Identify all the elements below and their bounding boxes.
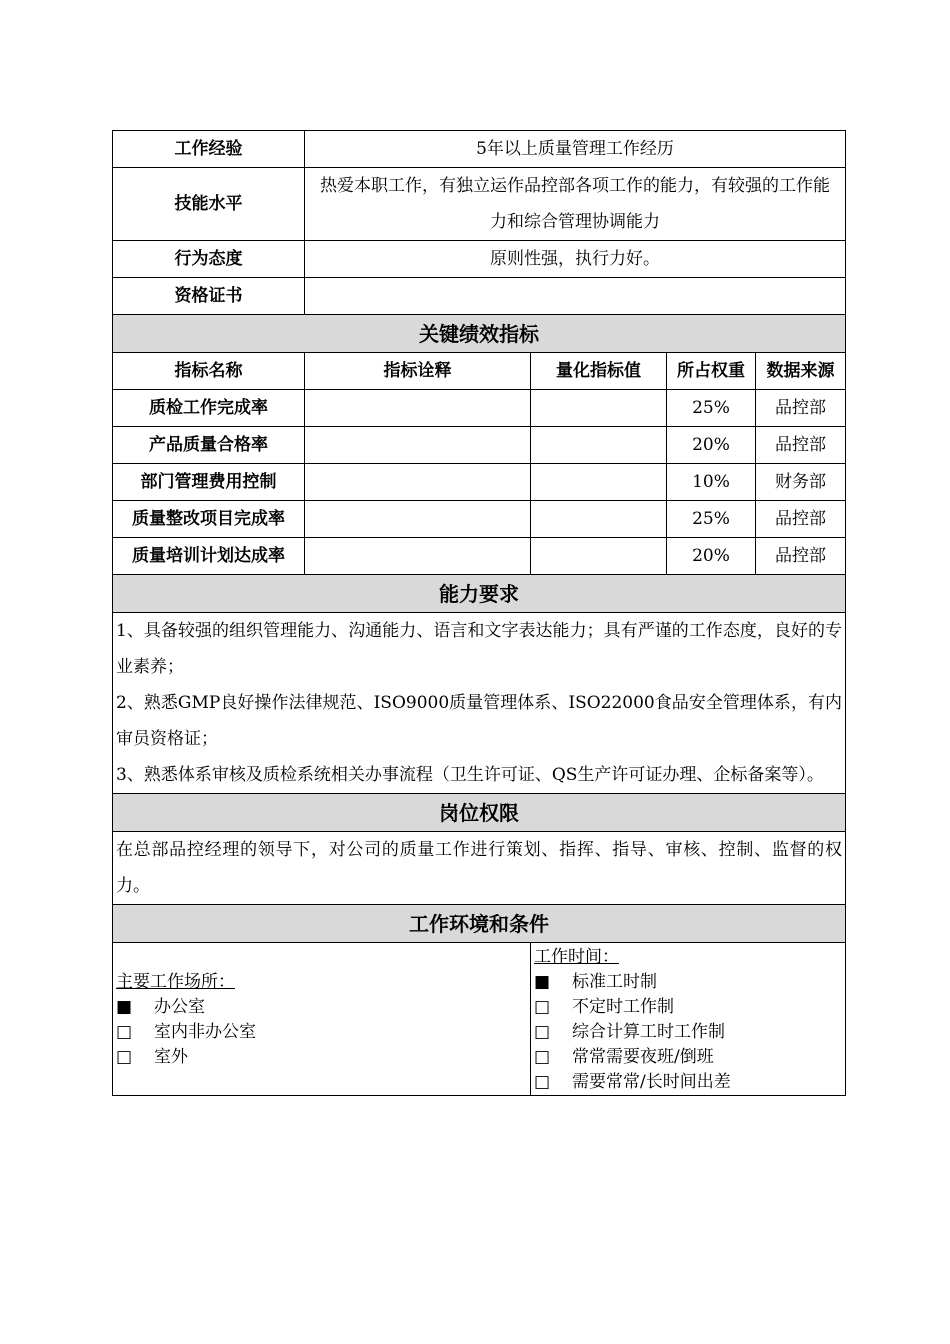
checkbox-checked-icon: ■: [534, 972, 551, 992]
kpi-row: [113, 501, 846, 538]
kpi-header-target: 量化指标值: [531, 353, 667, 390]
row-skill: [113, 168, 846, 241]
workplace-option-label: 办公室: [154, 997, 205, 1017]
workplace-option: [116, 1045, 527, 1070]
ability-title: 能力要求: [113, 575, 846, 613]
checkbox-empty-icon: □: [534, 1072, 551, 1092]
authority-section-header: [113, 794, 846, 832]
workplace-cell: [113, 943, 531, 1096]
kpi-header-source: 数据来源: [756, 353, 846, 390]
kpi-column-headers: [113, 353, 846, 390]
worktime-cell: [531, 943, 846, 1096]
certificate-value: [305, 278, 846, 315]
kpi-header-name: 指标名称: [113, 353, 305, 390]
authority-text: 在总部品控经理的领导下，对公司的质量工作进行策划、指挥、指导、审核、控制、监督的权力。: [113, 832, 846, 905]
kpi-source: 品控部: [756, 538, 846, 575]
environment-content-row: [113, 943, 846, 1096]
row-attitude: [113, 241, 846, 278]
skill-value: 热爱本职工作，有独立运作品控部各项工作的能力，有较强的工作能力和综合管理协调能力: [305, 168, 846, 241]
workplace-heading: 主要工作场所：: [116, 972, 235, 992]
kpi-source: 品控部: [756, 501, 846, 538]
kpi-source: 品控部: [756, 427, 846, 464]
authority-content-row: [113, 832, 846, 905]
worktime-option-label: 不定时工作制: [572, 997, 674, 1017]
ability-content-row: [113, 613, 846, 794]
workplace-option: [116, 995, 527, 1020]
kpi-desc: [305, 464, 531, 501]
worktime-heading: 工作时间：: [534, 947, 619, 967]
ability-item: 2、熟悉GMP良好操作法律规范、ISO9000质量管理体系、ISO22000食品安全管理体系，有内审员资格证；: [116, 693, 843, 749]
job-description-document: [112, 130, 845, 1096]
kpi-weight: 25%: [667, 390, 756, 427]
kpi-name: 质量培训计划达成率: [113, 538, 305, 575]
workplace-option-label: 室内非办公室: [154, 1022, 256, 1042]
row-certificate: [113, 278, 846, 315]
kpi-source: 品控部: [756, 390, 846, 427]
checkbox-empty-icon: □: [534, 997, 551, 1017]
kpi-name: 部门管理费用控制: [113, 464, 305, 501]
kpi-desc: [305, 390, 531, 427]
kpi-row: [113, 464, 846, 501]
ability-content: [113, 613, 846, 794]
checkbox-empty-icon: □: [116, 1047, 133, 1067]
experience-label: 工作经验: [113, 131, 305, 168]
kpi-header-weight: 所占权重: [667, 353, 756, 390]
checkbox-empty-icon: □: [116, 1022, 133, 1042]
kpi-section-header: [113, 315, 846, 353]
kpi-name: 质量整改项目完成率: [113, 501, 305, 538]
kpi-desc: [305, 427, 531, 464]
worktime-option: [534, 1020, 842, 1045]
kpi-target: [531, 538, 667, 575]
workplace-option-label: 室外: [154, 1047, 188, 1067]
kpi-row: [113, 427, 846, 464]
worktime-option-label: 常常需要夜班/倒班: [572, 1047, 714, 1067]
kpi-source: 财务部: [756, 464, 846, 501]
kpi-header-desc: 指标诠释: [305, 353, 531, 390]
kpi-name: 质检工作完成率: [113, 390, 305, 427]
worktime-option-label: 综合计算工时工作制: [572, 1022, 725, 1042]
ability-item: 3、熟悉体系审核及质检系统相关办事流程（卫生许可证、QS生产许可证办理、企标备案等）。: [116, 765, 824, 785]
kpi-weight: 20%: [667, 538, 756, 575]
kpi-target: [531, 464, 667, 501]
kpi-target: [531, 427, 667, 464]
kpi-weight: 20%: [667, 427, 756, 464]
kpi-desc: [305, 538, 531, 575]
row-experience: [113, 131, 846, 168]
kpi-name: 产品质量合格率: [113, 427, 305, 464]
kpi-weight: 10%: [667, 464, 756, 501]
skill-label: 技能水平: [113, 168, 305, 241]
kpi-target: [531, 501, 667, 538]
worktime-option: [534, 970, 842, 995]
worktime-option: [534, 1070, 842, 1095]
kpi-desc: [305, 501, 531, 538]
checkbox-empty-icon: □: [534, 1022, 551, 1042]
checkbox-checked-icon: ■: [116, 997, 133, 1017]
checkbox-empty-icon: □: [534, 1047, 551, 1067]
kpi-row: [113, 390, 846, 427]
worktime-option-label: 需要常常/长时间出差: [572, 1072, 731, 1092]
authority-title: 岗位权限: [113, 794, 846, 832]
kpi-target: [531, 390, 667, 427]
worktime-option: [534, 995, 842, 1020]
experience-value: 5年以上质量管理工作经历: [305, 131, 846, 168]
job-description-table: [112, 130, 846, 1096]
kpi-weight: 25%: [667, 501, 756, 538]
environment-title: 工作环境和条件: [113, 905, 846, 943]
ability-section-header: [113, 575, 846, 613]
attitude-value: 原则性强，执行力好。: [305, 241, 846, 278]
kpi-title: 关键绩效指标: [113, 315, 846, 353]
ability-item: 1、具备较强的组织管理能力、沟通能力、语言和文字表达能力；具有严谨的工作态度，良好的专业素养；: [116, 621, 843, 677]
certificate-label: 资格证书: [113, 278, 305, 315]
workplace-option: [116, 1020, 527, 1045]
worktime-option-label: 标准工时制: [572, 972, 657, 992]
environment-section-header: [113, 905, 846, 943]
attitude-label: 行为态度: [113, 241, 305, 278]
worktime-option: [534, 1045, 842, 1070]
kpi-row: [113, 538, 846, 575]
